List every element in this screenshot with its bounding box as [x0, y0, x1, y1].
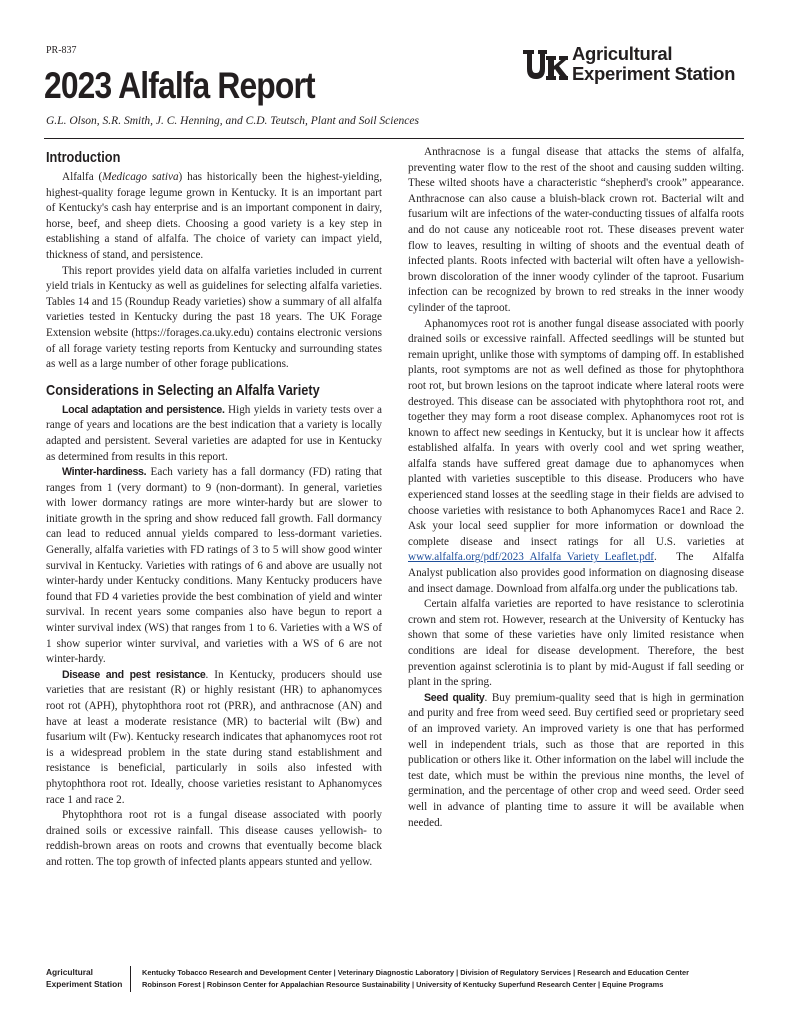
variety-leaflet-link[interactable]: www.alfalfa.org/pdf/2023_Alfalfa_Variety_Leaflet.pdf	[408, 551, 655, 564]
right-column	[408, 145, 744, 831]
anthracnose-paragraph: Anthracnose is a fungal disease that attacks the stems of alfalfa, preventing water flow to the rest of the shoot and causing sudden wilting. These wilted shoots have a characteristic “shepherd's crook” appearance. Anthracnose can also cause a bluish-black crown rot. Bacterial wilt and fusarium wilt are infections of the water-conducting tissues of alfalfa roots and do not cause any noticeable root rot. These diseases prevent water flow to leaves, resulting in wilting of shoots and the eventual death of infected plants. Roots infected with bacterial wilt often have a yellowish-brown discoloration of the inner woody cylinder of the taproot. Fusarium infection can be recognized by brown to red streaks in the inner woody cylinder of the taproot.	[408, 146, 744, 314]
left-column	[46, 148, 382, 871]
uk-logo-icon	[522, 48, 568, 84]
text-run: . The Alfalfa Analyst publication also provides good information on diagnosing disease and insect damage. Download from alfalfa.org under the publications tab.	[408, 551, 744, 595]
text-run: . Buy premium-quality seed that is high in germination and purity and free from weed seed. Buy certified seed or proprietary seed of an improved variety. An improved variety is one that has performed well in independent trials, such as those that are reported in this publication or others like it. Other information on the label will include the test date, which must be within the previous nine months, the level of germination, and the percentage of other crop and weed seed. Order seed well in advance of planting time to assure it will be available when needed.	[408, 691, 745, 829]
disease-resistance-paragraph	[46, 668, 382, 808]
run-in-heading: Local adaptation and persistence.	[62, 403, 225, 416]
logo-line-1: Agricultural	[572, 43, 673, 64]
local-adaptation-paragraph	[46, 403, 382, 465]
intro-paragraph-2: This report provides yield data on alfalfa varieties included in current yield trials in Kentucky as well as guidelines for selecting alfalfa varieties. Tables 14 and 15 (Roundup Ready varieties) show a summary of all alfalfa varieties tested in Kentucky during the past 18 years. The UK Forage Extension website (https://forages.ca.uky.edu) contains electronic versions of all forage variety testing reports from Kentucky and surrounding states as well as a large number of other forage publications.	[46, 264, 382, 371]
run-in-heading: Disease and pest resistance	[62, 668, 206, 681]
text-run: Alfalfa (	[62, 171, 103, 183]
footer-brand-line-1: Agricultural	[46, 967, 93, 977]
logo-wordmark	[572, 44, 735, 84]
footer-divider	[130, 966, 131, 992]
header-rule	[44, 138, 744, 139]
aes-logo	[522, 44, 746, 88]
heading-considerations: Considerations in Selecting an Alfalfa Variety	[46, 381, 320, 399]
footer-units	[142, 967, 689, 990]
footer-units-line-2: Robinson Forest | Robinson Center for Appalachian Resource Sustainability | University of Kentucky Superfund Research Center | Equine Programs	[142, 979, 664, 989]
aphanomyces-paragraph	[408, 317, 744, 598]
sclerotinia-paragraph: Certain alfalfa varieties are reported to have resistance to sclerotinia crown and stem rot. However, research at the University of Kentucky has shown that some of these varieties have only limited resistance when conditions are ideal for disease development. Therefore, the best prevention against sclerotinia is to plant by mid-August if fall seeding or plant in the spring.	[408, 598, 744, 689]
text-run: High yields in variety tests over a range of years and locations are the best indication that a variety is locally adapted and persistent. Several varieties are adapted for use in Kentucky as determined from results in this report.	[46, 403, 382, 463]
text-run: ) has historically been the highest-yielding, highest-quality forage legume grown in Kentucky. It is an important part of Kentucky's cash hay enterprise and is an important component in dairy, horse, beef, and sheep diets. Choosing a good variety is a key step in establishing a stand of alfalfa. The choice of variety can impact yield, thickness of stand, and persistence.	[46, 171, 382, 261]
text-run: Each variety has a fall dormancy (FD) rating that ranges from 1 (very dormant) to 9 (non-dormant). In general, varieties with lower dormancy ratings are more winter-hardy but are slower to initiate growth in the spring and show reduced fall growth. Fall dormancy can lead to reduced annual yields compared to less-dormant varieties. Generally, alfalfa varieties with FD ratings of 3 to 5 will show good winter survival in Kentucky. Varieties with ratings of 6 and above are usually not winter-hardy under Kentucky conditions. Many Kentucky producers have found that FD 4 varieties provide the best combination of yield and winter survival. In recent years some companies also have begun to report a winter survival index (WS) that ranges from 1 to 6. Varieties with a WS of 1 show superior winter survival, and varieties with a WS of 6 are not winter-hardy.	[46, 466, 382, 666]
footer-brand-line-2: Experiment Station	[46, 978, 123, 989]
text-run: . In Kentucky, producers should use varieties that are resistant (R) or highly resistant (HR) to aphanomyces root rot (APH), phytophthora root rot (PRR), and anthracnose (AN) and have at least a moderate resistance (MR) to bacterial wilt (Bw) and fusarium wilt (Fw). Kentucky research indicates that aphanomyces root rot is a widespread problem in the state during stand establishment and resistance is beneficial, particularly in soils also infested with phytophthora root rot. Ideally, choose varieties resistant to Aphanomyces race 1 and race 2.	[46, 668, 382, 806]
phytophthora-paragraph: Phytophthora root rot is a fungal disease associated with poorly drained soils or excessive rainfall. This disease causes yellowish- to reddish-brown areas on roots and crowns that eventually become black and rotten. The top growth of infected plants appears stunted and yellow.	[46, 809, 382, 868]
run-in-heading: Seed quality	[424, 691, 485, 704]
intro-paragraph-1	[46, 170, 382, 264]
report-id: PR-837	[46, 45, 77, 56]
scientific-name: Medicago sativa	[102, 171, 179, 183]
logo-line-2: Experiment Station	[572, 63, 736, 84]
run-in-heading: Winter-hardiness.	[62, 466, 147, 479]
heading-introduction: Introduction	[46, 149, 121, 166]
footer-brand	[46, 967, 122, 990]
text-run: Aphanomyces root rot is another fungal disease associated with poorly drained soils or excessive rainfall. Affected seedlings will be stunted but remain upright, unlike those with symptoms of damping off. In established plants, root symptoms are not as well defined as those for phytophthora root rot, but brown lesions on the taproot indicate where lateral roots were destroyed. This disease can be associated with phytophthora root rot, and together they may form a root disease complex. Aphanomyces root rot is known to affect new seedings in Kentucky, but it is unclear how it affects established alfalfa. In years with overly cool and wet spring weather, alfalfa stands have suffered great damage due to aphanomyces when planted with varieties susceptible to this disease. Producers who have experienced stand losses at the seedling stage in their fields are advised to choose varieties with resistance to both Aphanomyces Race1 and Race 2. Ask your local seed supplier for more information or download the complete disease and insect ratings for all U.S. varieties at	[408, 317, 744, 548]
authors: G.L. Olson, S.R. Smith, J. C. Henning, and C.D. Teutsch, Plant and Soil Sciences	[46, 115, 419, 127]
winter-hardiness-paragraph	[46, 465, 382, 668]
page-title: 2023 Alfalfa Report	[44, 65, 315, 106]
footer-units-line-1: Kentucky Tobacco Research and Development Center | Veterinary Diagnostic Laboratory | Division of Regulatory Services | Research and Education Center	[142, 968, 689, 977]
seed-quality-paragraph	[408, 691, 744, 831]
